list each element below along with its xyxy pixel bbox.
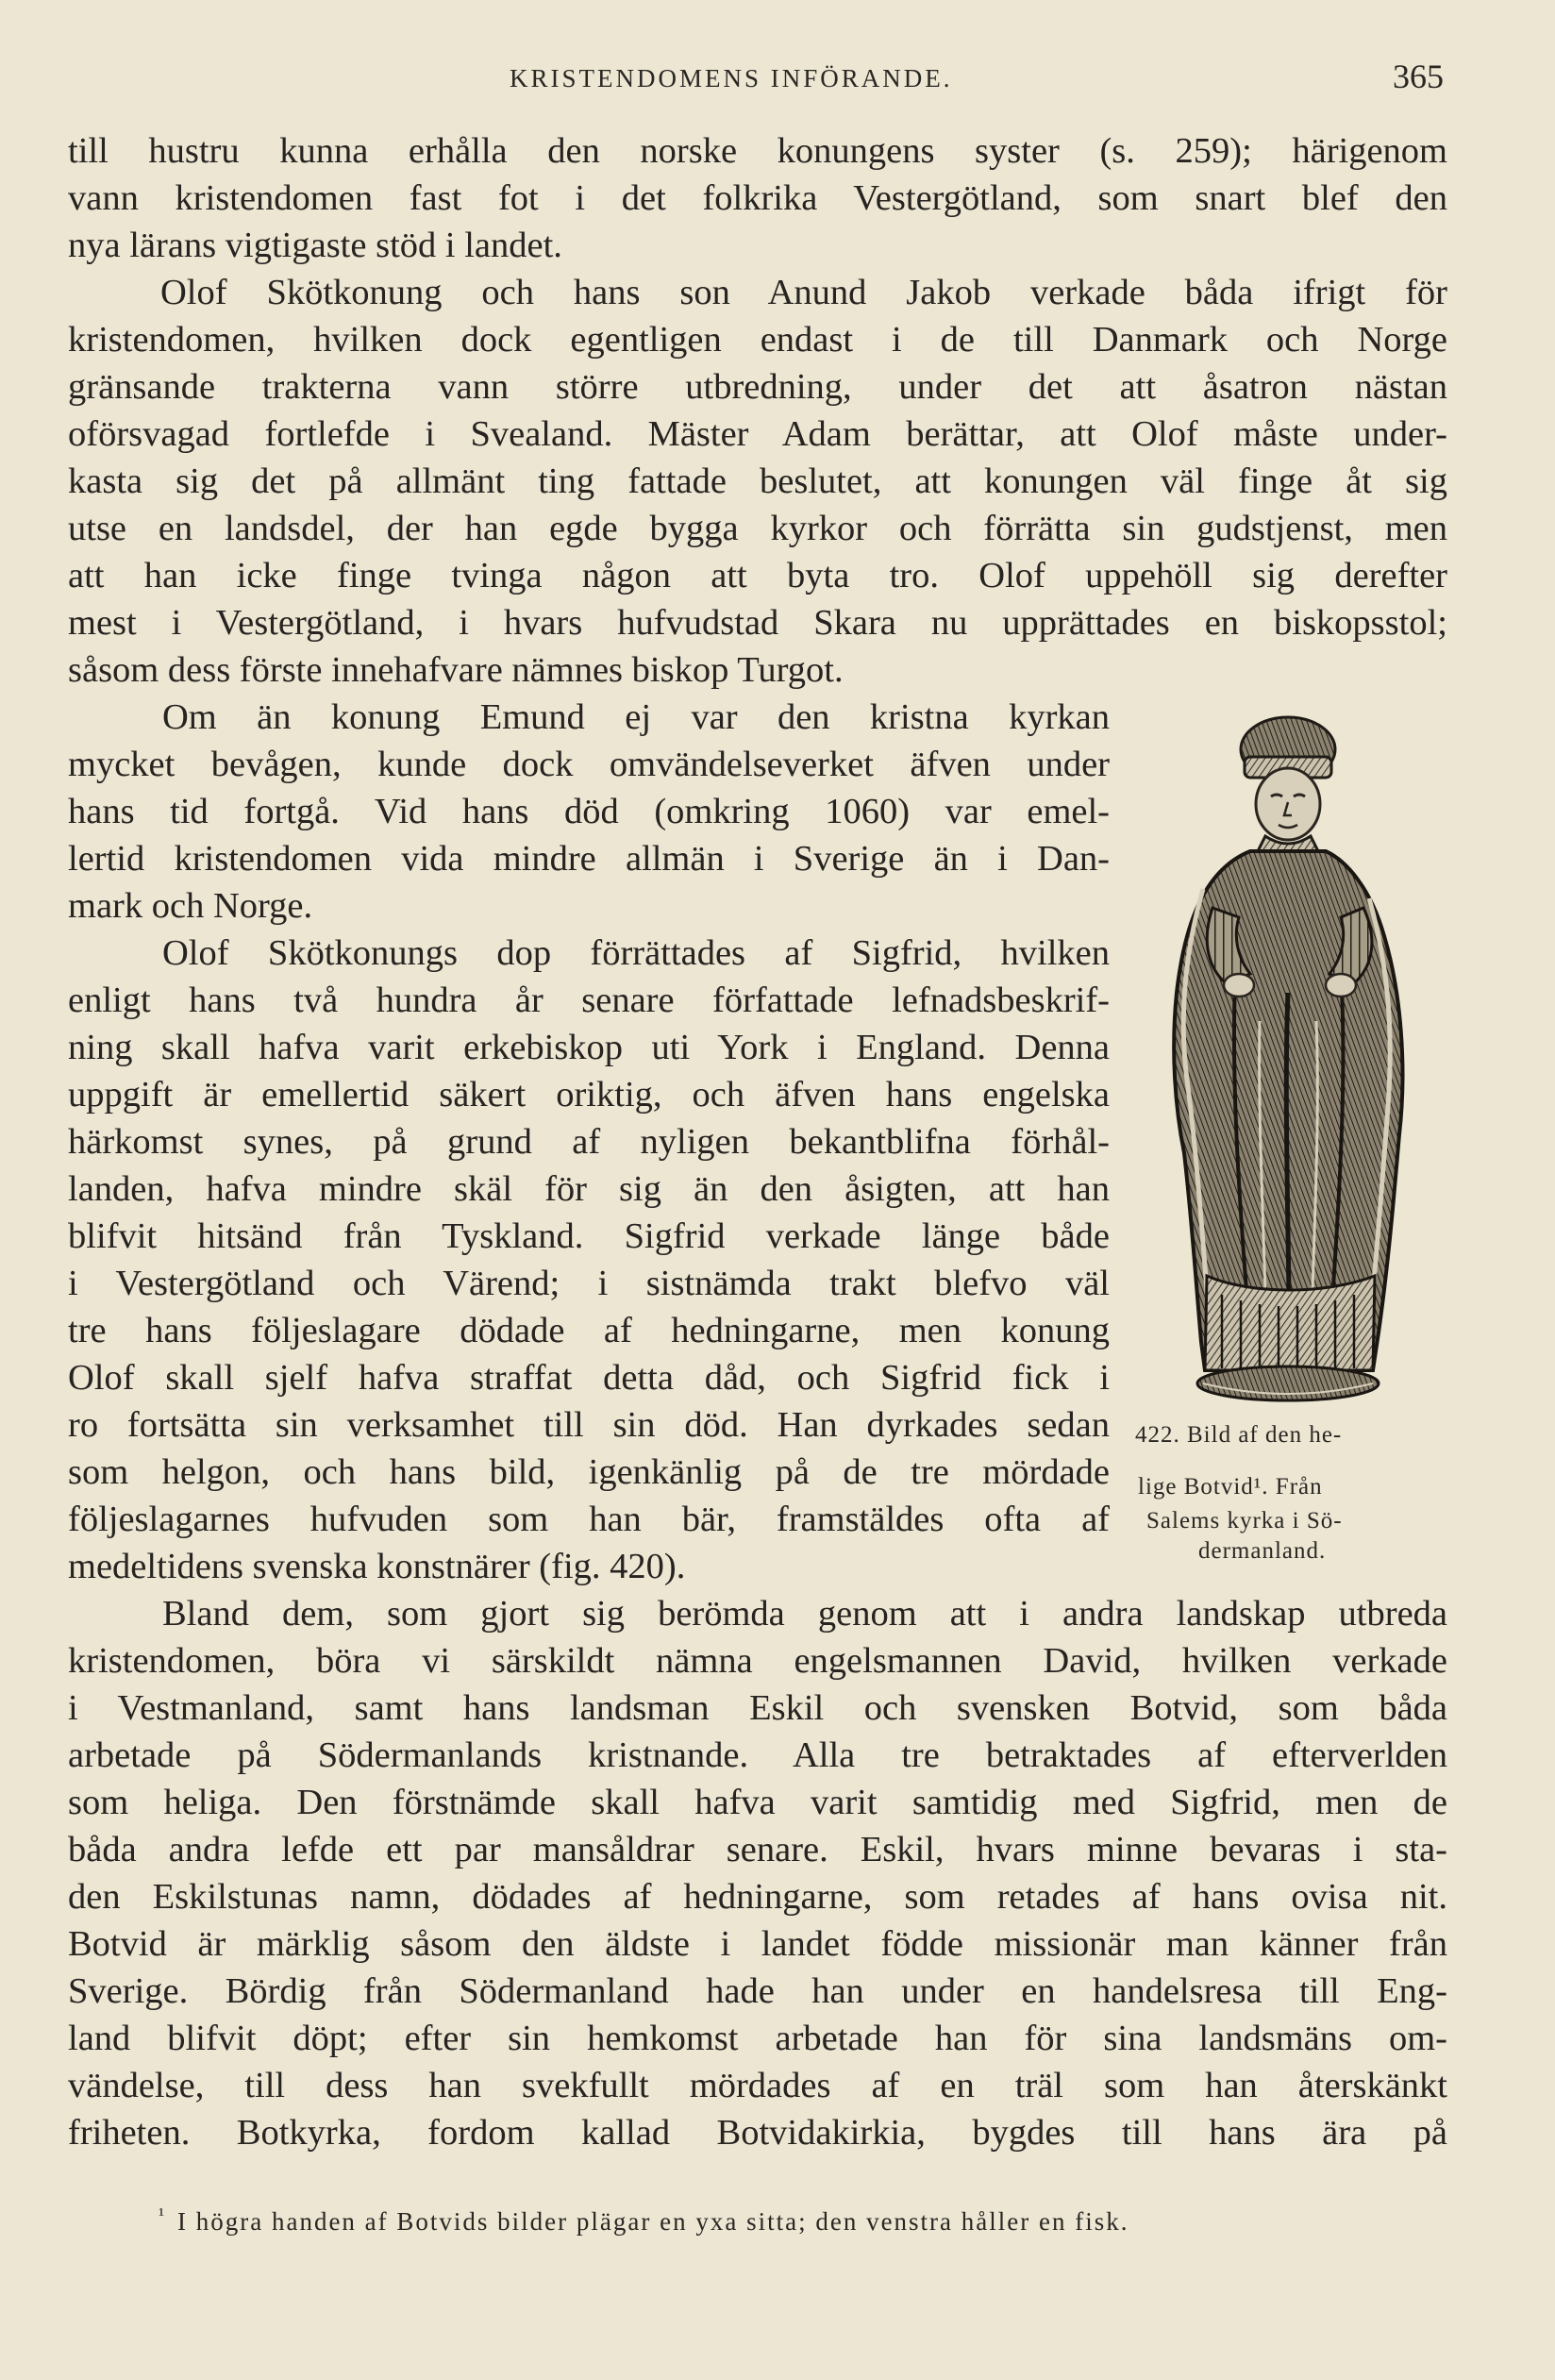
text-line: Om än konung Emund ej var den kristna kyrkan: [162, 697, 1110, 737]
text-line: i Vestmanland, samt hans landsman Eskil och svensken Botvid, som båda: [68, 1688, 1447, 1728]
text-line: båda andra lefde ett par mansåldrar senare. Eskil, hvars minne bevaras i sta-: [68, 1830, 1447, 1869]
text-line: kristendomen, böra vi särskildt nämna engelsmannen David, hvilken verkade: [68, 1641, 1447, 1681]
text-line: den Eskilstunas namn, dödades af hedningarne, som retades af hans ovisa nit.: [68, 1877, 1447, 1917]
text-line: blifvit hitsänd från Tyskland. Sigfrid verkade länge både: [68, 1216, 1110, 1256]
text-line: mycket bevågen, kunde dock omvändelseverket äfven under: [68, 745, 1110, 784]
text-line: till hustru kunna erhålla den norske konungens syster (s. 259); härigenom: [68, 131, 1447, 171]
figure-caption-line: dermanland.: [1198, 1538, 1327, 1564]
text-line: att han icke finge tvinga någon att byta tro. Olof uppehöll sig derefter: [68, 556, 1447, 595]
text-line: medeltidens svenska konstnärer (fig. 420).: [68, 1547, 686, 1586]
figure-caption-line: 422. Bild af den he-: [1135, 1422, 1343, 1448]
text-line: kasta sig det på allmänt ting fattade beslutet, att konungen väl finge åt sig: [68, 461, 1447, 501]
text-line: friheten. Botkyrka, fordom kallad Botvidakirkia, bygdes till hans ära på: [68, 2113, 1447, 2153]
text-line: vann kristendomen fast fot i det folkrika Vestergötland, som snart blef den: [68, 178, 1447, 218]
text-line: ning skall hafva varit erkebiskop uti York i England. Denna: [68, 1028, 1110, 1067]
text-line: som helgon, och hans bild, igenkänlig på de tre mördade: [68, 1452, 1110, 1492]
figure-caption-line: Salems kyrka i Sö-: [1146, 1508, 1343, 1534]
text-line: vändelse, till dess han svekfullt mördades af en träl som han återskänkt: [68, 2066, 1447, 2105]
text-line: arbetade på Södermanlands kristnande. Alla tre betraktades af efterverlden: [68, 1735, 1447, 1775]
text-line: följeslagarnes hufvuden som han bär, framstäldes ofta af: [68, 1500, 1110, 1539]
text-line: Olof Skötkonungs dop förrättades af Sigfrid, hvilken: [162, 933, 1110, 973]
text-line: Bland dem, som gjort sig berömda genom att i andra landskap utbreda: [162, 1594, 1447, 1634]
text-line: land blifvit döpt; efter sin hemkomst arbetade han för sina landsmäns om-: [68, 2019, 1447, 2058]
text-line: mest i Vestergötland, i hvars hufvudstad Skara nu upprättades en biskopsstol;: [68, 603, 1447, 643]
text-line: [68, 2156, 1447, 2204]
text-line: Sverige. Bördig från Södermanland hade han under en handelsresa till Eng-: [68, 1971, 1447, 2011]
text-line: utse en landsdel, der han egde bygga kyrkor och förrätta sin gudstjenst, men: [68, 509, 1447, 548]
text-line: Olof Skötkonung och hans son Anund Jakob verkade båda ifrigt för: [160, 273, 1447, 312]
text-line: nya lärans vigtigaste stöd i landet.: [68, 226, 562, 265]
text-line: kristendomen, hvilken dock egentligen endast i de till Danmark och Norge: [68, 320, 1447, 360]
text-line: tre hans följeslagare dödade af hedningarne, men konung: [68, 1311, 1110, 1350]
text-line: oförsvagad fortlefde i Svealand. Mäster Adam berättar, att Olof måste under-: [68, 414, 1447, 454]
text-line: mark och Norge.: [68, 886, 313, 926]
text-line: Olof skall sjelf hafva straffat detta dåd, och Sigfrid fick i: [68, 1358, 1110, 1398]
footnote-text: I högra handen af Botvids bilder plägar en yxa sitta; den venstra håller en fisk.: [177, 2207, 1129, 2236]
figure-caption-line: lige Botvid¹. Från: [1138, 1474, 1323, 1500]
footnote-mark: ¹: [159, 2204, 166, 2225]
text-line: som heliga. Den förstnämde skall hafva varit samtidig med Sigfrid, men de: [68, 1783, 1447, 1822]
text-line: Botvid är märklig såsom den äldste i landet födde missionär man känner från: [68, 1924, 1447, 1964]
text-line: lertid kristendomen vida mindre allmän i Sverige än i Dan-: [68, 839, 1110, 879]
footnote: [159, 2204, 1129, 2237]
text-line: gränsande trakterna vann större utbredning, under det att åsatron nästan: [68, 367, 1447, 407]
text-line: såsom dess förste innehafvare nämnes biskop Turgot.: [68, 650, 844, 690]
text-line: hans tid fortgå. Vid hans död (omkring 1060) var emel-: [68, 792, 1110, 831]
text-line: uppgift är emellertid säkert oriktig, och äfven hans engelska: [68, 1075, 1110, 1115]
text-line: landen, hafva mindre skäl för sig än den åsigten, att han: [68, 1169, 1110, 1209]
text-line: ro fortsätta sin verksamhet till sin död. Han dyrkades sedan: [68, 1405, 1110, 1445]
text-line: härkomst synes, på grund af nyligen bekantblifna förhål-: [68, 1122, 1110, 1162]
page-number: 365: [1393, 58, 1444, 95]
text-line: enligt hans två hundra år senare författade lefnadsbeskrif-: [68, 980, 1110, 1020]
text-line: i Vestergötland och Värend; i sistnämda trakt blefvo väl: [68, 1264, 1110, 1303]
running-title: KRISTENDOMENS INFÖRANDE.: [510, 64, 953, 92]
saint-statue-engraving: [1146, 710, 1430, 1417]
